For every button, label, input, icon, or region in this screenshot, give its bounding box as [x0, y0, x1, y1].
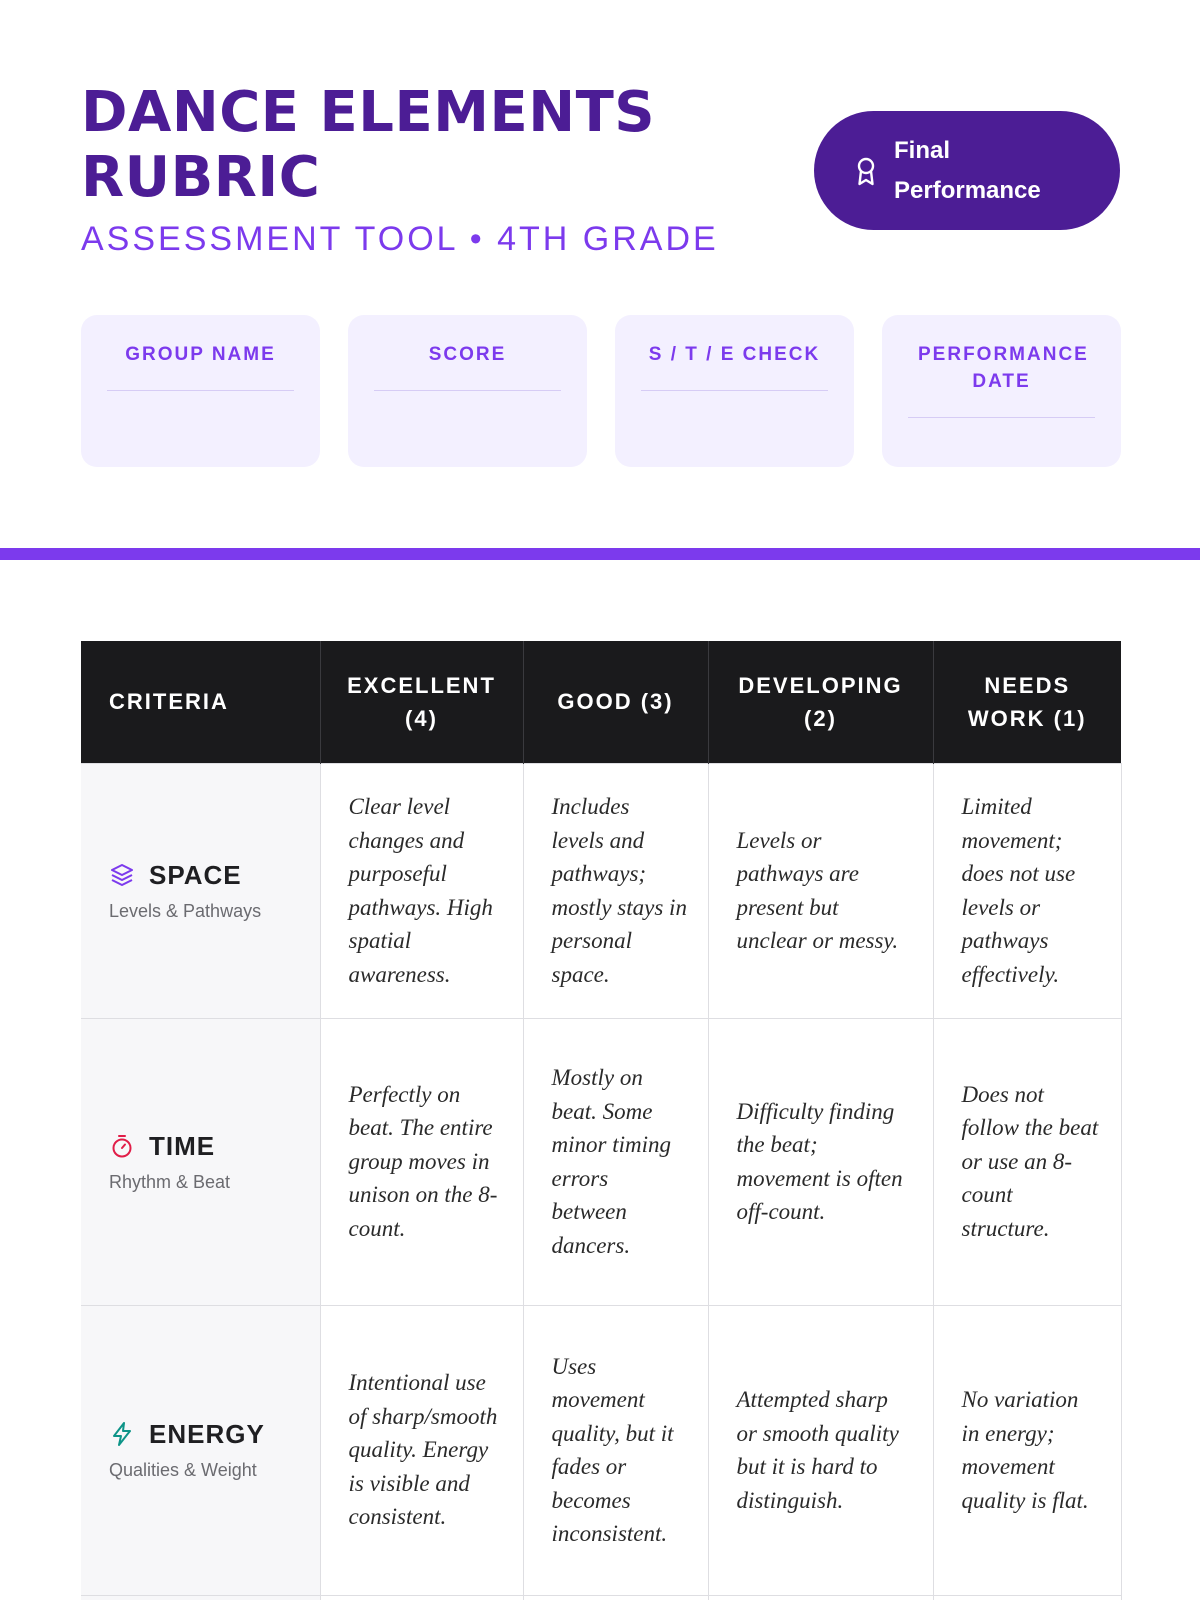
criteria-cell: [81, 1018, 320, 1305]
criteria-cell: [81, 1305, 320, 1595]
rubric-cell: Limited movement; does not use levels or pathways effectively.: [933, 763, 1121, 1018]
rubric-cell: Intentional use of sharp/smooth quality. Energy is visible and consistent.: [320, 1305, 523, 1595]
rubric-cell: [933, 1595, 1121, 1600]
column-header: GOOD (3): [523, 641, 708, 763]
field-label: PERFORMANCE DATE: [918, 344, 1089, 392]
column-header: CRITERIA: [81, 641, 320, 763]
rubric-cell: [708, 1595, 933, 1600]
column-header: NEEDS WORK (1): [933, 641, 1121, 763]
lightning-bolt-icon: [109, 1421, 135, 1447]
rubric-cell: Clear level changes and purposeful pathways. High spatial awareness.: [320, 763, 523, 1018]
info-fields: [81, 315, 1121, 467]
rubric-cell: Uses movement quality, but it fades or becomes inconsistent.: [523, 1305, 708, 1595]
rubric-cell: Does not follow the beat or use an 8-count structure.: [933, 1018, 1121, 1305]
criteria-cell: [81, 763, 320, 1018]
rubric-cell: Perfectly on beat. The entire group moves in unison on the 8-count.: [320, 1018, 523, 1305]
page-subtitle: ASSESSMENT TOOL • 4TH GRADE: [81, 220, 719, 258]
table-row: [81, 763, 1121, 1018]
ste-check-field[interactable]: [615, 315, 854, 467]
rubric-cell: Mostly on beat. Some minor timing errors between dancers.: [523, 1018, 708, 1305]
field-underline: [908, 417, 1095, 418]
rubric-cell: Includes levels and pathways; mostly stays in personal space.: [523, 763, 708, 1018]
rubric-cell: Levels or pathways are present but unclear or messy.: [708, 763, 933, 1018]
criteria-subtitle: Rhythm & Beat: [109, 1171, 231, 1192]
award-ribbon-icon: [854, 156, 878, 186]
criteria-subtitle: Levels & Pathways: [109, 900, 262, 921]
field-label: S / T / E CHECK: [648, 344, 821, 365]
column-header: EXCELLENT (4): [320, 641, 523, 763]
field-label: SCORE: [428, 344, 507, 365]
field-underline: [107, 390, 294, 391]
column-header: DEVELOPING (2): [708, 641, 933, 763]
group-name-field[interactable]: [81, 315, 320, 467]
rubric-cell: [523, 1595, 708, 1600]
criteria-name: TIME: [149, 1130, 216, 1161]
table-header-row: [81, 641, 1121, 763]
section-divider: [0, 548, 1200, 560]
rubric-cell: No variation in energy; movement quality is flat.: [933, 1305, 1121, 1595]
field-underline: [641, 390, 828, 391]
layers-icon: [109, 862, 135, 888]
table-row: [81, 1305, 1121, 1595]
rubric-table: [81, 641, 1122, 1600]
table-row: [81, 1595, 1121, 1600]
page-title: DANCE ELEMENTS RUBRIC: [81, 80, 656, 210]
rubric-cell: Attempted sharp or smooth quality but it is hard to distinguish.: [708, 1305, 933, 1595]
badge-label: Final Performance: [894, 136, 1041, 204]
final-performance-badge[interactable]: [814, 111, 1120, 230]
stopwatch-icon: [109, 1133, 135, 1159]
field-label: GROUP NAME: [125, 344, 276, 365]
page-header: [81, 80, 1121, 270]
rubric-cell: Difficulty finding the beat; movement is often off-count.: [708, 1018, 933, 1305]
criteria-name: SPACE: [149, 859, 242, 890]
table-row: [81, 1018, 1121, 1305]
rubric-cell: [320, 1595, 523, 1600]
criteria-subtitle: Qualities & Weight: [109, 1460, 257, 1480]
field-underline: [374, 390, 561, 391]
performance-date-field[interactable]: [882, 315, 1121, 467]
score-field[interactable]: [348, 315, 587, 467]
criteria-cell: [81, 1595, 320, 1600]
criteria-name: ENERGY: [149, 1419, 265, 1449]
